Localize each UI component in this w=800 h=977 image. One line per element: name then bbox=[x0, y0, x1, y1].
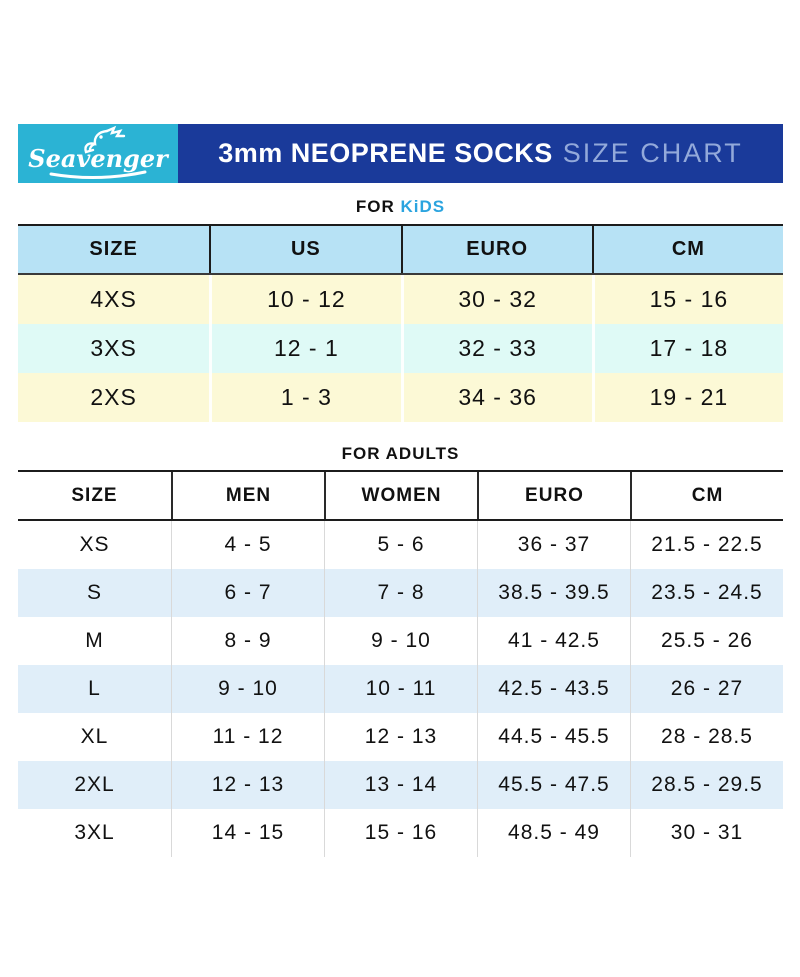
us-cell: 10 - 12 bbox=[209, 275, 400, 324]
banner-title bbox=[178, 124, 783, 183]
euro-cell: 44.5 - 45.5 bbox=[477, 713, 630, 761]
cm-cell: 19 - 21 bbox=[592, 373, 783, 422]
women-cell: 10 - 11 bbox=[324, 665, 477, 713]
size-cell: XL bbox=[80, 725, 109, 748]
size-cell: XS bbox=[79, 533, 110, 556]
euro-cell: 45.5 - 47.5 bbox=[477, 761, 630, 809]
table-row bbox=[18, 569, 783, 617]
adults-table-header-row bbox=[18, 470, 783, 521]
table-row bbox=[18, 713, 783, 761]
women-cell: 9 - 10 bbox=[324, 617, 477, 665]
column-header: SIZE bbox=[89, 238, 138, 260]
kids-section-label bbox=[18, 197, 783, 217]
women-cell: 7 - 8 bbox=[324, 569, 477, 617]
adults-section-label bbox=[18, 444, 783, 464]
kids-size-table bbox=[18, 224, 783, 422]
men-cell: 8 - 9 bbox=[171, 617, 324, 665]
size-chart-page bbox=[18, 0, 783, 857]
adults-size-table bbox=[18, 470, 783, 857]
cm-cell: 23.5 - 24.5 bbox=[630, 569, 783, 617]
column-header: EURO bbox=[477, 472, 630, 519]
cm-cell: 28 - 28.5 bbox=[630, 713, 783, 761]
column-header: US bbox=[209, 226, 400, 273]
table-row bbox=[18, 809, 783, 857]
cm-cell: 26 - 27 bbox=[630, 665, 783, 713]
table-row bbox=[18, 617, 783, 665]
euro-cell: 34 - 36 bbox=[401, 373, 592, 422]
men-cell: 6 - 7 bbox=[171, 569, 324, 617]
euro-cell: 41 - 42.5 bbox=[477, 617, 630, 665]
cm-cell: 25.5 - 26 bbox=[630, 617, 783, 665]
women-cell: 15 - 16 bbox=[324, 809, 477, 857]
euro-cell: 30 - 32 bbox=[401, 275, 592, 324]
men-cell: 9 - 10 bbox=[171, 665, 324, 713]
women-cell: 13 - 14 bbox=[324, 761, 477, 809]
column-header: EURO bbox=[401, 226, 592, 273]
cm-cell: 30 - 31 bbox=[630, 809, 783, 857]
column-header: CM bbox=[592, 226, 783, 273]
cm-cell: 21.5 - 22.5 bbox=[630, 521, 783, 569]
size-cell: M bbox=[85, 629, 104, 652]
table-row bbox=[18, 521, 783, 569]
us-cell: 12 - 1 bbox=[209, 324, 400, 373]
women-cell: 12 - 13 bbox=[324, 713, 477, 761]
brand-logo bbox=[18, 124, 178, 183]
size-cell: 2XL bbox=[74, 773, 115, 796]
page-title: 3mm NEOPRENE SOCKS bbox=[218, 138, 553, 168]
kids-table-header-row bbox=[18, 224, 783, 275]
men-cell: 11 - 12 bbox=[171, 713, 324, 761]
women-cell: 5 - 6 bbox=[324, 521, 477, 569]
euro-cell: 32 - 33 bbox=[401, 324, 592, 373]
men-cell: 12 - 13 bbox=[171, 761, 324, 809]
page-subtitle: SIZE CHART bbox=[562, 138, 743, 168]
adults-label-text: FOR ADULTS bbox=[341, 444, 460, 463]
kids-label-prefix: FOR bbox=[355, 197, 395, 216]
euro-cell: 36 - 37 bbox=[477, 521, 630, 569]
euro-cell: 48.5 - 49 bbox=[477, 809, 630, 857]
column-header: WOMEN bbox=[324, 472, 477, 519]
size-cell: 3XL bbox=[74, 821, 115, 844]
size-cell: S bbox=[86, 581, 102, 604]
cm-cell: 28.5 - 29.5 bbox=[630, 761, 783, 809]
column-header: SIZE bbox=[71, 484, 118, 506]
size-cell: 2XS bbox=[90, 384, 137, 410]
table-row bbox=[18, 324, 783, 373]
cm-cell: 17 - 18 bbox=[592, 324, 783, 373]
header-banner bbox=[18, 124, 783, 183]
men-cell: 4 - 5 bbox=[171, 521, 324, 569]
men-cell: 14 - 15 bbox=[171, 809, 324, 857]
size-cell: L bbox=[88, 677, 101, 700]
seahorse-icon bbox=[23, 125, 173, 183]
kids-label-accent: KiDS bbox=[400, 197, 446, 216]
table-row bbox=[18, 275, 783, 324]
svg-text:Seavenger: Seavenger bbox=[28, 143, 168, 173]
column-header: CM bbox=[630, 472, 783, 519]
cm-cell: 15 - 16 bbox=[592, 275, 783, 324]
table-row bbox=[18, 665, 783, 713]
us-cell: 1 - 3 bbox=[209, 373, 400, 422]
column-header: MEN bbox=[171, 472, 324, 519]
table-row bbox=[18, 761, 783, 809]
euro-cell: 38.5 - 39.5 bbox=[477, 569, 630, 617]
size-cell: 3XS bbox=[90, 335, 137, 361]
table-row bbox=[18, 373, 783, 422]
size-cell: 4XS bbox=[90, 286, 137, 312]
euro-cell: 42.5 - 43.5 bbox=[477, 665, 630, 713]
